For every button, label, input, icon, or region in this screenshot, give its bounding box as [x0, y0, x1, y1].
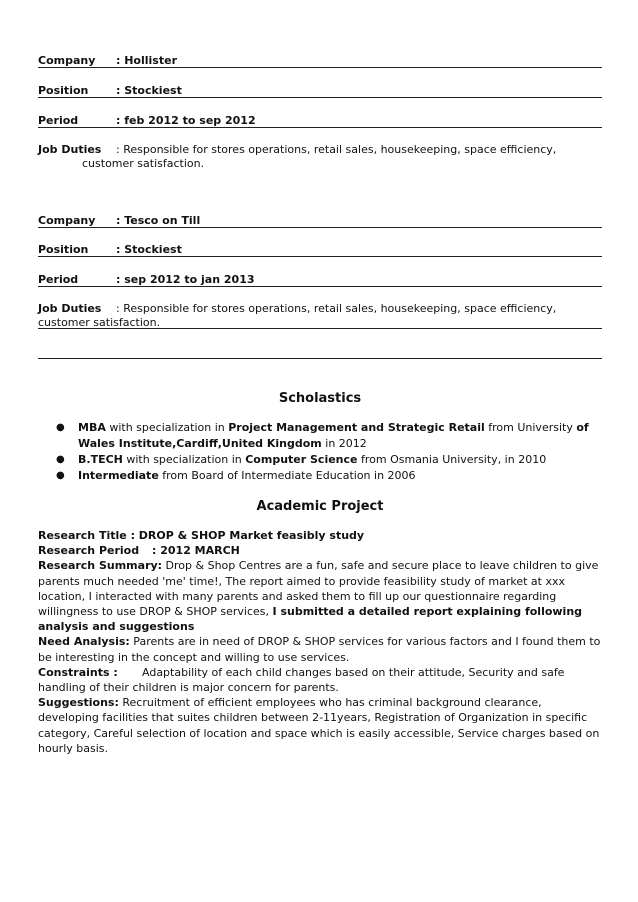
divider	[38, 67, 602, 68]
text: from University	[484, 421, 577, 434]
text: Recruitment of efficient employees who has criminal background clearance, developing facilities that suites children between 2-11years, Registration of Organization in specific category, Careful selection of location and space which is easily accessible, Service charges based on hourly basis.	[38, 696, 600, 755]
divider	[38, 97, 602, 98]
job1-duties	[38, 143, 602, 171]
specialization: Project Management and Strategic Retail	[228, 421, 485, 434]
text: from Osmania University, in 2010	[357, 453, 547, 466]
university: Wales Institute,Cardiff,United Kingdom	[78, 437, 322, 450]
list-item	[38, 468, 602, 484]
text: from Board of Intermediate Education in 2006	[158, 469, 416, 482]
divider	[38, 286, 602, 287]
degree-btech: B.TECH	[78, 453, 123, 466]
list-item	[38, 452, 602, 468]
text: I submitted a detailed report explaining following analysis and suggestions	[38, 605, 583, 634]
job1-position-label: Position	[38, 84, 89, 97]
text: Parents are in need of DROP & SHOP services for various factors and I found them to be interesting in the concept and willing to use services.	[38, 635, 601, 664]
academic-heading: Academic Project	[256, 499, 384, 514]
research-title	[38, 528, 602, 543]
bullet-icon: ●	[56, 470, 65, 481]
job2-company-label: Company	[38, 214, 96, 227]
job2-position-label: Position	[38, 243, 89, 256]
value: : 2012 MARCH	[152, 544, 240, 558]
job2-duties	[38, 302, 602, 330]
text: in 2012	[321, 437, 367, 450]
divider	[38, 328, 602, 329]
constraints	[38, 665, 602, 695]
label: Research Title	[38, 529, 127, 542]
suggestions	[38, 695, 602, 756]
label: Research Summary:	[38, 559, 163, 573]
job2-period-label: Period	[38, 273, 79, 286]
divider	[38, 358, 602, 359]
text: of	[576, 421, 589, 434]
text: with specialization in	[122, 453, 246, 466]
text: Drop & Shop Centres are a fun, safe and secure place to leave children to give parents much needed 'me' time!, The report aimed to provide feasibility study of market at xxx location, I interacted with many parents and asked them to fill up our questionnaire regarding willingness to use DROP & SHOP services,	[38, 559, 599, 619]
academic-project-body	[38, 528, 602, 756]
label: Need Analysis:	[38, 635, 130, 649]
job1-period-label: Period	[38, 114, 79, 127]
research-period	[38, 543, 602, 558]
text: with specialization in	[105, 421, 229, 434]
divider	[38, 227, 602, 228]
job1-duties-label: Job Duties	[38, 143, 102, 156]
job2-duties-line2: customer satisfaction.	[38, 316, 161, 329]
specialization: Computer Science	[245, 453, 358, 466]
divider	[38, 256, 602, 257]
label: Constraints :	[38, 665, 118, 679]
research-summary	[38, 558, 602, 634]
degree-intermediate: Intermediate	[78, 469, 159, 482]
scholastics-heading: Scholastics	[278, 391, 362, 406]
bullet-icon: ●	[56, 454, 65, 465]
value: : DROP & SHOP Market feasibly study	[126, 529, 365, 542]
label: Research Period	[38, 544, 140, 558]
job2-duties-line1: : Responsible for stores operations, retail sales, housekeeping, space efficiency,	[116, 302, 557, 315]
job1-company-value: : Hollister	[116, 54, 177, 67]
job1-duties-line2: customer satisfaction.	[82, 157, 205, 170]
job1-duties-line1: : Responsible for stores operations, retail sales, housekeeping, space efficiency,	[116, 143, 557, 156]
text: Adaptability of each child changes based on their attitude, Security and safe handling of their children is major concern for parents.	[38, 665, 565, 695]
bullet-icon: ●	[56, 422, 65, 433]
job2-company-value: : Tesco on Till	[116, 214, 201, 227]
divider	[38, 127, 602, 128]
job2-period-value: : sep 2012 to jan 2013	[116, 273, 255, 286]
job1-position-value: : Stockiest	[116, 84, 182, 97]
job2-position-value: : Stockiest	[116, 243, 182, 256]
degree-mba: MBA	[78, 421, 106, 434]
job2-duties-label: Job Duties	[38, 302, 102, 315]
need-analysis	[38, 634, 602, 664]
job1-company-label: Company	[38, 54, 96, 67]
job1-period-value: : feb 2012 to sep 2012	[116, 114, 256, 127]
label: Suggestions:	[38, 696, 119, 710]
scholastics-list	[38, 420, 602, 484]
list-item	[38, 420, 602, 452]
